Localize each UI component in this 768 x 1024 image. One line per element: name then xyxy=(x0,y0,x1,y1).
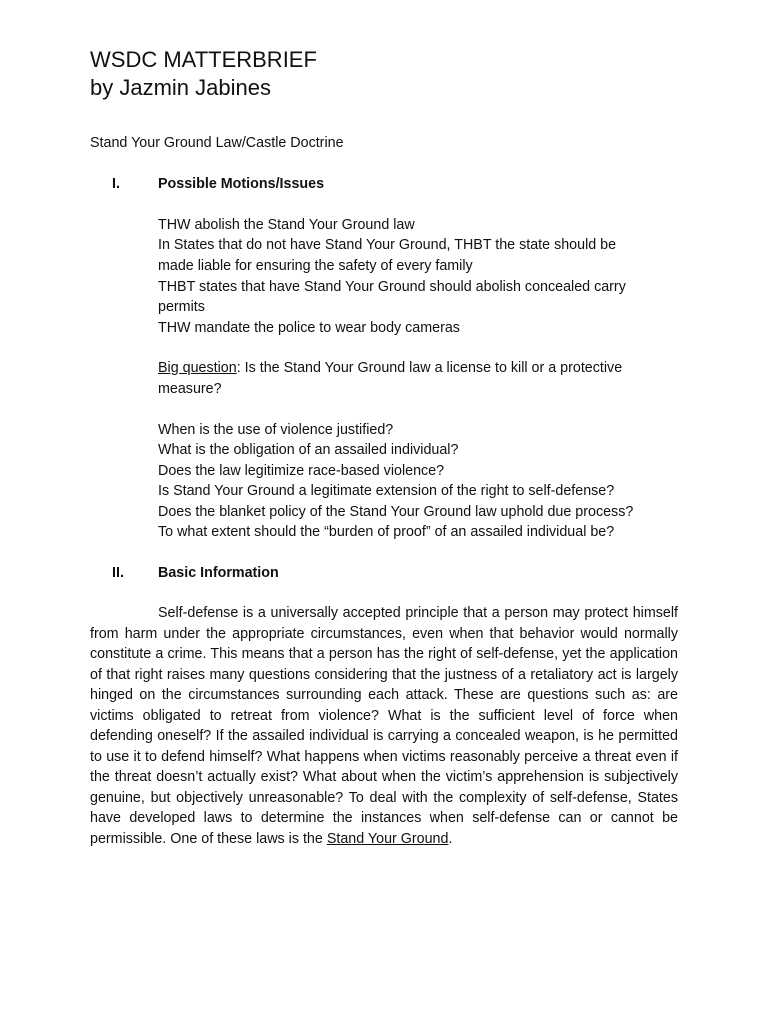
question-line: Is Stand Your Ground a legitimate extension of the right to self-defense? xyxy=(158,483,615,499)
stand-your-ground-term: Stand Your Ground xyxy=(326,830,449,847)
question-line: When is the use of violence justified? xyxy=(158,422,394,438)
big-question-label: Big question xyxy=(158,360,237,376)
question-line: To what extent should the “burden of proof” of an assailed individual be? xyxy=(158,524,615,540)
big-question xyxy=(158,358,622,378)
big-question-text: : Is the Stand Your Ground law a license to kill or a protective xyxy=(236,360,623,376)
section-2-title: Basic Information xyxy=(158,565,279,581)
document-title: WSDC MATTERBRIEF xyxy=(90,47,317,72)
question-line: What is the obligation of an assailed individual? xyxy=(158,442,459,458)
question-line: Does the law legitimize race-based violence? xyxy=(158,463,445,479)
section-1-title: Possible Motions/Issues xyxy=(158,176,325,192)
basic-information-paragraph xyxy=(90,603,678,849)
question-line: Does the blanket policy of the Stand Your Ground law uphold due process? xyxy=(158,504,634,520)
paragraph-text: Self-defense is a universally accepted principle that a person may protect himself from harm under the appropriate circumstances, even when that behavior would normally constitute a crime. This means that a person has the right of self-defense, yet the application of that right raises many questions considering that the justness of a retaliatory act is largely hinged on the circumstances surrounding each attack. These are questions such as: are victims obligated to retreat from violence? What is the sufficient level of force when defending oneself? If the assailed individual is carrying a concealed weapon, is he permitted to use it to defend himself? What happens when victims reasonably perceive a threat even if the threat doesn’t actually exist? What about when the victim’s apprehension is subjectively genuine, but objectively unreasonable? To deal with the complexity of self-defense, States have developed laws to determine the instances when self-defense can or cannot be permissible. One of these laws is the xyxy=(90,605,678,847)
section-2-number: II. xyxy=(112,565,124,581)
motion-line: permits xyxy=(158,299,205,315)
motion-line: THBT states that have Stand Your Ground should abolish concealed carry xyxy=(158,279,626,295)
paragraph-end: . xyxy=(448,830,453,847)
motion-line: THW mandate the police to wear body cameras xyxy=(158,320,460,336)
motion-line: made liable for ensuring the safety of every family xyxy=(158,258,473,274)
section-1-number: I. xyxy=(112,176,120,192)
document-author: by Jazmin Jabines xyxy=(90,75,271,100)
topic-heading: Stand Your Ground Law/Castle Doctrine xyxy=(90,135,344,151)
motion-line: In States that do not have Stand Your Ground, THBT the state should be xyxy=(158,237,617,253)
big-question-continued: measure? xyxy=(158,381,222,397)
motion-line: THW abolish the Stand Your Ground law xyxy=(158,217,415,233)
